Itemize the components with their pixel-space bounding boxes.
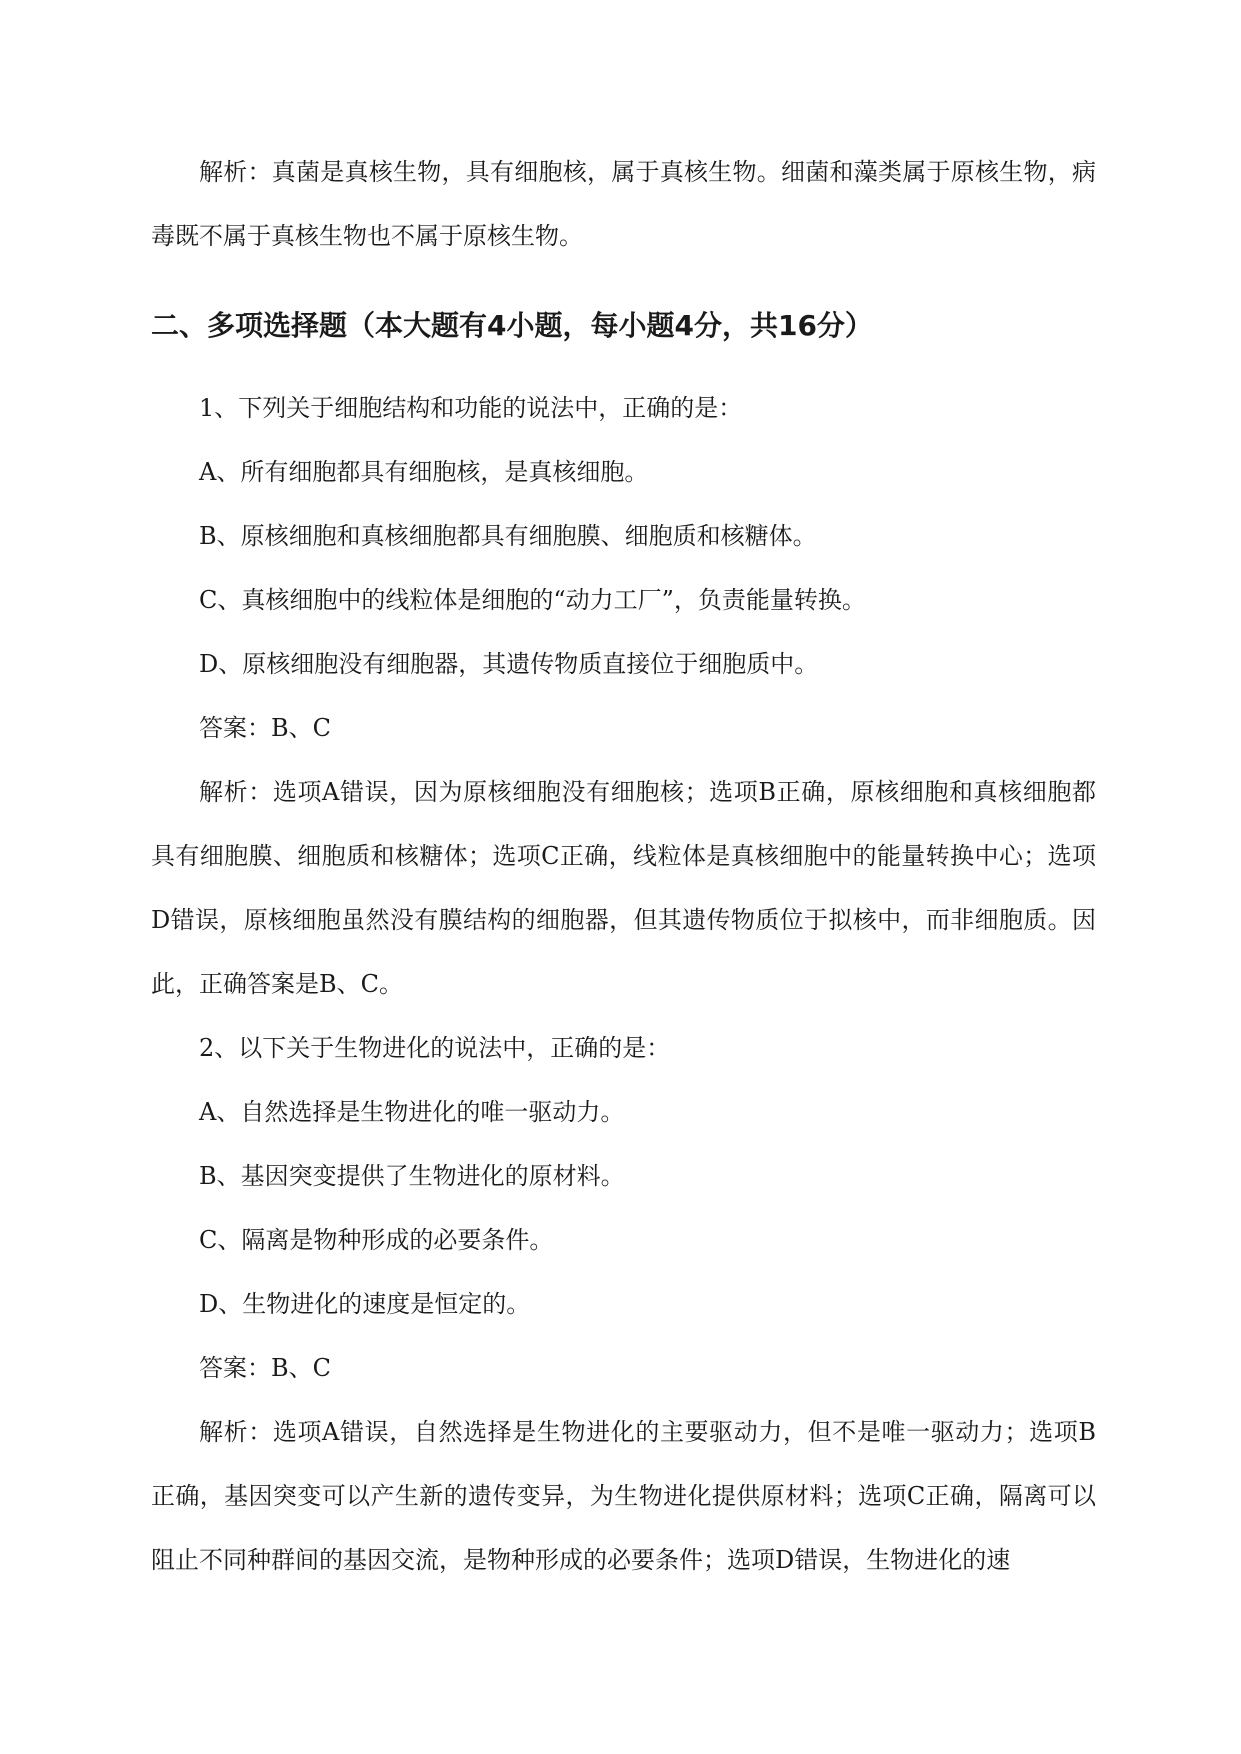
question-2 bbox=[151, 1016, 1096, 1592]
question-1-analysis: 解析：选项A错误，因为原核细胞没有细胞核；选项B正确，原核细胞和真核细胞都具有细胞膜、细胞质和核糖体；选项C正确，线粒体是真核细胞中的能量转换中心；选项D错误，原核细胞虽然没有膜结构的细胞器，但其遗传物质位于拟核中，而非细胞质。因此，正确答案是B、C。 bbox=[151, 778, 1096, 998]
question-1-option-c: C、真核细胞中的线粒体是细胞的“动力工厂”，负责能量转换。 bbox=[199, 586, 866, 614]
question-2-option-c: C、隔离是物种形成的必要条件。 bbox=[199, 1226, 554, 1254]
intro-analysis: 解析：真菌是真核生物，具有细胞核，属于真核生物。细菌和藻类属于原核生物，病毒既不属于真核生物也不属于原核生物。 bbox=[151, 158, 1096, 250]
question-2-stem: 2、以下关于生物进化的说法中，正确的是： bbox=[199, 1034, 671, 1062]
question-1-option-b: B、原核细胞和真核细胞都具有细胞膜、细胞质和核糖体。 bbox=[199, 522, 817, 550]
question-1-answer: 答案：B、C bbox=[199, 714, 331, 742]
section-title: 二、多项选择题（本大题有4小题，每小题4分，共16分） bbox=[151, 309, 873, 342]
question-2-option-d: D、生物进化的速度是恒定的。 bbox=[199, 1290, 531, 1318]
question-2-answer: 答案：B、C bbox=[199, 1354, 331, 1382]
question-2-option-a: A、自然选择是生物进化的唯一驱动力。 bbox=[199, 1098, 625, 1126]
question-1-option-d: D、原核细胞没有细胞器，其遗传物质直接位于细胞质中。 bbox=[199, 650, 819, 678]
question-1-stem: 1、下列关于细胞结构和功能的说法中，正确的是： bbox=[199, 394, 743, 422]
document-content bbox=[151, 140, 1096, 1592]
question-1 bbox=[151, 376, 1096, 1016]
question-2-option-b: B、基因突变提供了生物进化的原材料。 bbox=[199, 1162, 625, 1190]
question-1-option-a: A、所有细胞都具有细胞核，是真核细胞。 bbox=[199, 458, 649, 486]
question-2-analysis: 解析：选项A错误，自然选择是生物进化的主要驱动力，但不是唯一驱动力；选项B正确，基因突变可以产生新的遗传变异，为生物进化提供原材料；选项C正确，隔离可以阻止不同种群间的基因交流，是物种形成的必要条件；选项D错误，生物进化的速 bbox=[151, 1418, 1096, 1574]
